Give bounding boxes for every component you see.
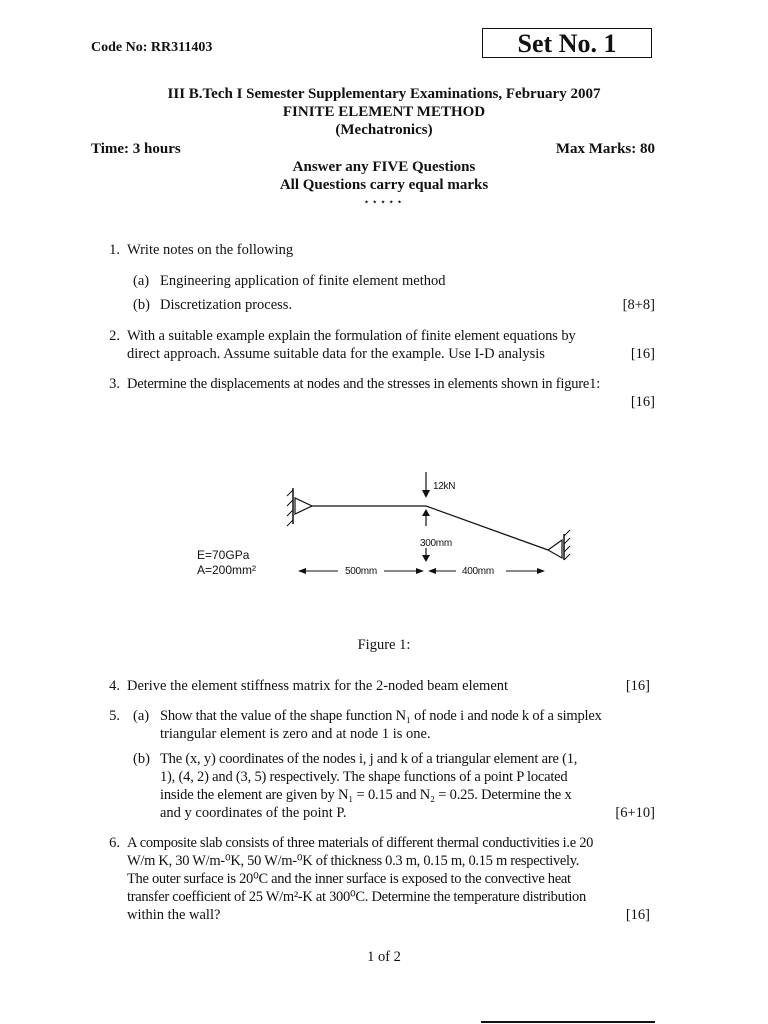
question-number: 2. <box>109 328 120 344</box>
code-number: Code No: RR311403 <box>91 40 213 55</box>
instruction-2: All Questions carry equal marks <box>279 177 489 193</box>
subpart-label: (a) <box>133 273 150 289</box>
question-text: With a suitable example explain the formulation of finite element equations by <box>127 328 576 344</box>
figure-1-diagram <box>0 460 768 590</box>
length-label-2: 400mm <box>462 566 494 577</box>
question-text: Derive the element stiffness matrix for the 2-noded beam element <box>127 678 509 694</box>
question-text: direct approach. Assume suitable data for the example. Use I-D analysis <box>127 346 545 362</box>
question-number: 4. <box>109 678 120 694</box>
subject-title: FINITE ELEMENT METHOD <box>282 104 486 120</box>
footer-rule <box>481 1021 655 1023</box>
area-label: A=200mm² <box>197 563 257 577</box>
load-label: 12kN <box>433 481 456 492</box>
subpart-text: Show that the value of the shape function N₁ of node i and node k of a simplex <box>160 708 602 724</box>
question-4 <box>0 677 768 697</box>
modulus-label: E=70GPa <box>197 548 250 562</box>
exam-title: III B.Tech I Semester Supplementary Examinations, February 2007 <box>167 86 601 102</box>
question-number: 1. <box>109 242 120 258</box>
marks: [8+8] <box>622 297 655 313</box>
subpart-label: (a) <box>133 708 150 724</box>
subpart-text: inside the element are given by N₁ = 0.15 and N₂ = 0.25. Determine the x <box>160 787 572 803</box>
question-text: The outer surface is 20⁰C and the inner surface is exposed to the convective heat <box>127 871 571 887</box>
max-marks: Max Marks: 80 <box>555 141 655 157</box>
question-3 <box>0 375 768 415</box>
marks: [16] <box>625 678 650 694</box>
question-2 <box>0 327 768 367</box>
question-number: 5. <box>109 708 120 724</box>
question-number: 6. <box>109 835 120 851</box>
subpart-label: (b) <box>133 751 150 767</box>
subpart-text: The (x, y) coordinates of the nodes i, j and k of a triangular element are (1, <box>160 751 578 767</box>
question-text: Determine the displacements at nodes and the stresses in elements shown in figure1: <box>127 376 601 392</box>
page-number: 1 of 2 <box>367 949 401 965</box>
marks: [6+10] <box>615 805 655 821</box>
subpart-text: Discretization process. <box>160 297 293 313</box>
length-label-1: 500mm <box>345 566 377 577</box>
pin-support-right <box>548 540 562 558</box>
instruction-1: Answer any FIVE Questions <box>292 159 476 175</box>
exam-time: Time: 3 hours <box>91 141 181 157</box>
question-text: Write notes on the following <box>127 242 294 258</box>
question-text: W/m K, 30 W/m-⁰K, 50 W/m-⁰K of thickness 0.3 m, 0.15 m, 0.15 m respectively. <box>127 853 580 869</box>
marks: [16] <box>630 394 655 410</box>
pin-support-left <box>295 498 312 514</box>
subpart-text: 1), (4, 2) and (3, 5) respectively. The shape functions of a point P located <box>160 769 568 785</box>
marks: [16] <box>625 907 650 923</box>
question-text: within the wall? <box>127 907 221 923</box>
branch-title: (Mechatronics) <box>335 122 433 138</box>
question-1 <box>0 241 768 321</box>
marks: [16] <box>630 346 655 362</box>
gap-label: 300mm <box>420 538 452 549</box>
question-text: transfer coefficient of 25 W/m²-K at 300⁰C. Determine the temperature distribution <box>127 889 586 905</box>
subpart-text: and y coordinates of the point P. <box>160 805 347 821</box>
subpart-text: triangular element is zero and at node 1 is one. <box>160 726 431 742</box>
question-5 <box>0 707 768 827</box>
subpart-label: (b) <box>133 297 150 313</box>
set-number-box: Set No. 1 <box>482 28 652 58</box>
subpart-text: Engineering application of finite element method <box>160 273 446 289</box>
figure-caption: Figure 1: <box>357 637 411 653</box>
question-text: A composite slab consists of three materials of different thermal conductivities i.e 20 <box>127 835 594 851</box>
separator-stars: ⋆⋆⋆⋆⋆ <box>363 197 405 208</box>
question-number: 3. <box>109 376 120 392</box>
question-6 <box>0 834 768 930</box>
